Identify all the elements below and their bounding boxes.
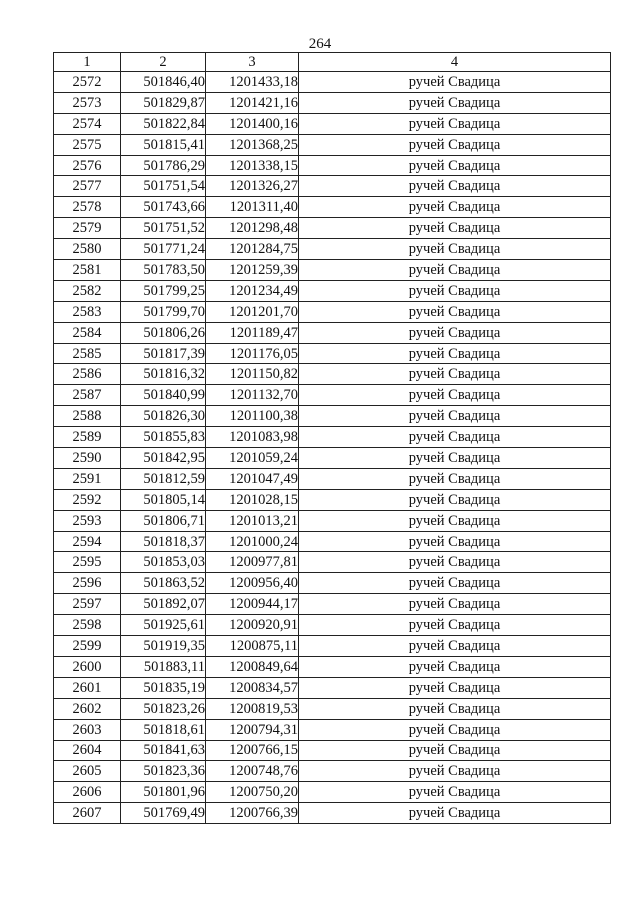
cell-coordinate-x: 501799,70	[121, 301, 206, 322]
cell-coordinate-y: 1201100,38	[206, 406, 299, 427]
cell-coordinate-y: 1200750,20	[206, 782, 299, 803]
cell-point-number: 2574	[54, 113, 121, 134]
cell-coordinate-y: 1201013,21	[206, 510, 299, 531]
cell-object-name: ручей Свадица	[299, 489, 611, 510]
cell-coordinate-x: 501812,59	[121, 468, 206, 489]
cell-object-name: ручей Свадица	[299, 531, 611, 552]
cell-object-name: ручей Свадица	[299, 803, 611, 824]
cell-point-number: 2583	[54, 301, 121, 322]
cell-coordinate-y: 1201132,70	[206, 385, 299, 406]
cell-coordinate-y: 1200748,76	[206, 761, 299, 782]
column-header-2: 2	[121, 53, 206, 72]
cell-coordinate-x: 501842,95	[121, 448, 206, 469]
cell-coordinate-x: 501853,03	[121, 552, 206, 573]
cell-object-name: ручей Свадица	[299, 573, 611, 594]
cell-coordinate-y: 1200944,17	[206, 594, 299, 615]
table-row	[54, 573, 611, 594]
table-row	[54, 803, 611, 824]
cell-coordinate-x: 501801,96	[121, 782, 206, 803]
cell-object-name: ручей Свадица	[299, 72, 611, 93]
cell-coordinate-y: 1201047,49	[206, 468, 299, 489]
table-body	[54, 72, 611, 824]
cell-coordinate-y: 1201059,24	[206, 448, 299, 469]
table-row	[54, 197, 611, 218]
cell-coordinate-y: 1201284,75	[206, 239, 299, 260]
table-row	[54, 343, 611, 364]
table-header	[54, 53, 611, 72]
cell-coordinate-x: 501846,40	[121, 72, 206, 93]
cell-point-number: 2597	[54, 594, 121, 615]
cell-object-name: ручей Свадица	[299, 468, 611, 489]
cell-object-name: ручей Свадица	[299, 615, 611, 636]
cell-point-number: 2599	[54, 636, 121, 657]
cell-object-name: ручей Свадица	[299, 218, 611, 239]
cell-point-number: 2580	[54, 239, 121, 260]
cell-point-number: 2607	[54, 803, 121, 824]
cell-coordinate-x: 501816,32	[121, 364, 206, 385]
cell-coordinate-x: 501919,35	[121, 636, 206, 657]
cell-point-number: 2596	[54, 573, 121, 594]
cell-point-number: 2594	[54, 531, 121, 552]
cell-coordinate-y: 1200766,15	[206, 740, 299, 761]
cell-coordinate-y: 1200956,40	[206, 573, 299, 594]
cell-object-name: ручей Свадица	[299, 322, 611, 343]
cell-object-name: ручей Свадица	[299, 782, 611, 803]
cell-coordinate-y: 1201000,24	[206, 531, 299, 552]
table-row	[54, 280, 611, 301]
cell-point-number: 2593	[54, 510, 121, 531]
cell-object-name: ручей Свадица	[299, 448, 611, 469]
cell-coordinate-y: 1200849,64	[206, 656, 299, 677]
cell-object-name: ручей Свадица	[299, 677, 611, 698]
column-header-1: 1	[54, 53, 121, 72]
cell-point-number: 2572	[54, 72, 121, 93]
cell-point-number: 2598	[54, 615, 121, 636]
cell-coordinate-x: 501806,71	[121, 510, 206, 531]
cell-coordinate-y: 1201400,16	[206, 113, 299, 134]
table-row	[54, 615, 611, 636]
table-row	[54, 364, 611, 385]
table-row	[54, 510, 611, 531]
cell-point-number: 2586	[54, 364, 121, 385]
table-row	[54, 740, 611, 761]
table-row	[54, 322, 611, 343]
cell-coordinate-x: 501823,36	[121, 761, 206, 782]
table-row	[54, 218, 611, 239]
table-row	[54, 72, 611, 93]
table-row	[54, 155, 611, 176]
table-row	[54, 531, 611, 552]
cell-object-name: ручей Свадица	[299, 343, 611, 364]
cell-point-number: 2587	[54, 385, 121, 406]
cell-coordinate-x: 501818,37	[121, 531, 206, 552]
cell-coordinate-y: 1201176,05	[206, 343, 299, 364]
cell-coordinate-y: 1201189,47	[206, 322, 299, 343]
page-number: 264	[308, 36, 332, 52]
cell-object-name: ручей Свадица	[299, 113, 611, 134]
table-row	[54, 636, 611, 657]
cell-coordinate-x: 501925,61	[121, 615, 206, 636]
cell-coordinate-x: 501751,52	[121, 218, 206, 239]
cell-object-name: ручей Свадица	[299, 155, 611, 176]
cell-object-name: ручей Свадица	[299, 698, 611, 719]
cell-object-name: ручей Свадица	[299, 406, 611, 427]
cell-coordinate-x: 501786,29	[121, 155, 206, 176]
cell-object-name: ручей Свадица	[299, 740, 611, 761]
cell-point-number: 2588	[54, 406, 121, 427]
cell-object-name: ручей Свадица	[299, 92, 611, 113]
table-row	[54, 385, 611, 406]
cell-coordinate-x: 501855,83	[121, 427, 206, 448]
cell-coordinate-y: 1201234,49	[206, 280, 299, 301]
cell-coordinate-x: 501751,54	[121, 176, 206, 197]
cell-coordinate-x: 501815,41	[121, 134, 206, 155]
cell-object-name: ручей Свадица	[299, 364, 611, 385]
cell-point-number: 2576	[54, 155, 121, 176]
cell-point-number: 2592	[54, 489, 121, 510]
cell-point-number: 2591	[54, 468, 121, 489]
cell-object-name: ручей Свадица	[299, 197, 611, 218]
cell-coordinate-y: 1201433,18	[206, 72, 299, 93]
cell-point-number: 2573	[54, 92, 121, 113]
table-row	[54, 427, 611, 448]
cell-coordinate-x: 501806,26	[121, 322, 206, 343]
cell-point-number: 2605	[54, 761, 121, 782]
cell-point-number: 2601	[54, 677, 121, 698]
cell-coordinate-x: 501771,24	[121, 239, 206, 260]
table-row	[54, 761, 611, 782]
cell-coordinate-y: 1201083,98	[206, 427, 299, 448]
table-row	[54, 719, 611, 740]
table-row	[54, 301, 611, 322]
cell-coordinate-y: 1200766,39	[206, 803, 299, 824]
cell-coordinate-y: 1201326,27	[206, 176, 299, 197]
cell-point-number: 2602	[54, 698, 121, 719]
cell-point-number: 2595	[54, 552, 121, 573]
cell-point-number: 2600	[54, 656, 121, 677]
table-row	[54, 176, 611, 197]
cell-object-name: ручей Свадица	[299, 636, 611, 657]
cell-coordinate-x: 501822,84	[121, 113, 206, 134]
cell-object-name: ручей Свадица	[299, 761, 611, 782]
cell-coordinate-x: 501783,50	[121, 260, 206, 281]
cell-coordinate-y: 1201150,82	[206, 364, 299, 385]
cell-point-number: 2603	[54, 719, 121, 740]
cell-coordinate-x: 501823,26	[121, 698, 206, 719]
table-row	[54, 468, 611, 489]
cell-object-name: ручей Свадица	[299, 260, 611, 281]
cell-coordinate-y: 1201028,15	[206, 489, 299, 510]
cell-coordinate-x: 501841,63	[121, 740, 206, 761]
table-row	[54, 489, 611, 510]
table-row	[54, 406, 611, 427]
cell-point-number: 2582	[54, 280, 121, 301]
table-row	[54, 134, 611, 155]
cell-coordinate-y: 1201298,48	[206, 218, 299, 239]
cell-coordinate-x: 501805,14	[121, 489, 206, 510]
cell-object-name: ручей Свадица	[299, 594, 611, 615]
cell-object-name: ручей Свадица	[299, 176, 611, 197]
cell-coordinate-y: 1201421,16	[206, 92, 299, 113]
column-header-3: 3	[206, 53, 299, 72]
cell-coordinate-y: 1200834,57	[206, 677, 299, 698]
cell-point-number: 2578	[54, 197, 121, 218]
cell-coordinate-y: 1201201,70	[206, 301, 299, 322]
table-row	[54, 239, 611, 260]
cell-object-name: ручей Свадица	[299, 134, 611, 155]
table-row	[54, 698, 611, 719]
cell-coordinate-x: 501883,11	[121, 656, 206, 677]
cell-coordinate-y: 1200977,81	[206, 552, 299, 573]
cell-object-name: ручей Свадица	[299, 427, 611, 448]
cell-coordinate-y: 1200794,31	[206, 719, 299, 740]
table-row	[54, 782, 611, 803]
cell-coordinate-x: 501799,25	[121, 280, 206, 301]
cell-coordinate-x: 501863,52	[121, 573, 206, 594]
cell-coordinate-x: 501826,30	[121, 406, 206, 427]
cell-object-name: ручей Свадица	[299, 510, 611, 531]
coordinates-table	[53, 52, 611, 824]
cell-coordinate-y: 1201311,40	[206, 197, 299, 218]
cell-coordinate-x: 501743,66	[121, 197, 206, 218]
table-row	[54, 260, 611, 281]
cell-coordinate-y: 1201338,15	[206, 155, 299, 176]
cell-coordinate-x: 501840,99	[121, 385, 206, 406]
cell-point-number: 2579	[54, 218, 121, 239]
header-row	[54, 53, 611, 72]
cell-coordinate-x: 501818,61	[121, 719, 206, 740]
table-row	[54, 92, 611, 113]
cell-object-name: ручей Свадица	[299, 719, 611, 740]
cell-coordinate-x: 501817,39	[121, 343, 206, 364]
cell-coordinate-y: 1200875,11	[206, 636, 299, 657]
cell-point-number: 2577	[54, 176, 121, 197]
table-row	[54, 656, 611, 677]
cell-object-name: ручей Свадица	[299, 385, 611, 406]
cell-point-number: 2581	[54, 260, 121, 281]
cell-coordinate-x: 501769,49	[121, 803, 206, 824]
cell-coordinate-y: 1200819,53	[206, 698, 299, 719]
cell-object-name: ручей Свадица	[299, 552, 611, 573]
cell-object-name: ручей Свадица	[299, 280, 611, 301]
cell-coordinate-y: 1201259,39	[206, 260, 299, 281]
cell-point-number: 2604	[54, 740, 121, 761]
cell-coordinate-x: 501892,07	[121, 594, 206, 615]
cell-object-name: ручей Свадица	[299, 239, 611, 260]
cell-object-name: ручей Свадица	[299, 301, 611, 322]
column-header-4: 4	[299, 53, 611, 72]
cell-coordinate-y: 1200920,91	[206, 615, 299, 636]
cell-coordinate-y: 1201368,25	[206, 134, 299, 155]
cell-point-number: 2590	[54, 448, 121, 469]
cell-point-number: 2589	[54, 427, 121, 448]
table-row	[54, 677, 611, 698]
cell-point-number: 2585	[54, 343, 121, 364]
cell-object-name: ручей Свадица	[299, 656, 611, 677]
table-row	[54, 113, 611, 134]
table-row	[54, 594, 611, 615]
table-row	[54, 552, 611, 573]
cell-coordinate-x: 501835,19	[121, 677, 206, 698]
table-row	[54, 448, 611, 469]
cell-point-number: 2584	[54, 322, 121, 343]
cell-coordinate-x: 501829,87	[121, 92, 206, 113]
cell-point-number: 2575	[54, 134, 121, 155]
cell-point-number: 2606	[54, 782, 121, 803]
